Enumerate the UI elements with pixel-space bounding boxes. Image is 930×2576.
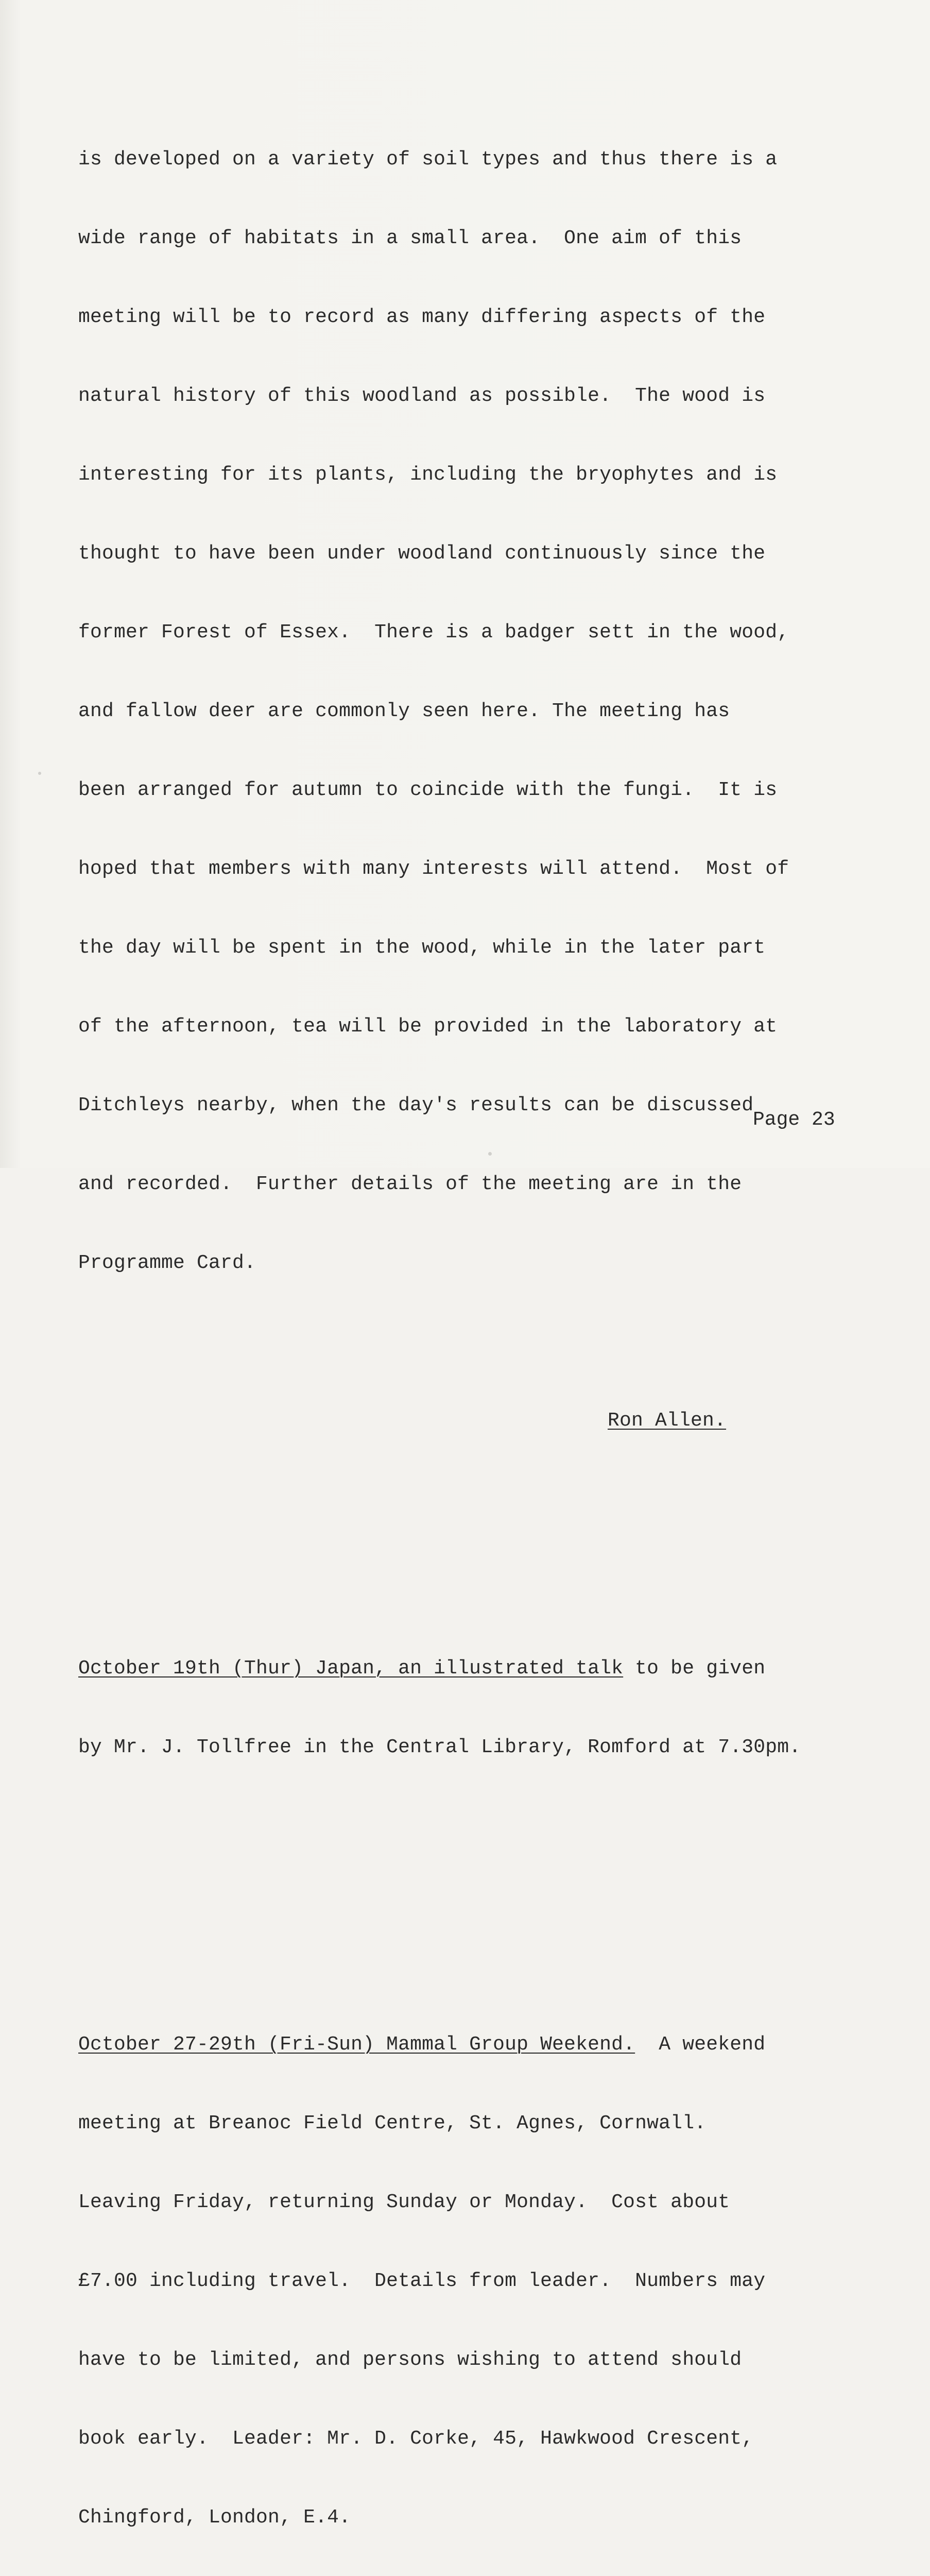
text-line: Ditchleys nearby, when the day's results can be discussed xyxy=(78,1094,754,1116)
event-lead-text: to be given xyxy=(623,1657,766,1680)
event-line: £7.00 including travel. Details from leader. Numbers may xyxy=(78,2270,766,2292)
document-body xyxy=(78,41,892,2576)
event-heading: October 27-29th (Fri-Sun) Mammal Group Weekend. xyxy=(78,2033,635,2056)
text-line: meeting will be to record as many differing aspects of the xyxy=(78,306,766,328)
event-entry xyxy=(78,1603,892,1813)
intro-paragraph xyxy=(78,94,892,1329)
signature-text: Ron Allen. xyxy=(608,1410,727,1432)
event-line: Chingford, London, E.4. xyxy=(78,2506,351,2529)
text-line: and recorded. Further details of the meeting are in the xyxy=(78,1173,742,1195)
text-line: interesting for its plants, including the bryophytes and is xyxy=(78,464,778,486)
text-line: hoped that members with many interests will attend. Most of xyxy=(78,858,789,880)
page-number: Page 23 xyxy=(753,1109,835,1131)
event-line: by Mr. J. Tollfree in the Central Library, Romford at 7.30pm. xyxy=(78,1736,801,1758)
event-lead-line xyxy=(78,2031,892,2058)
text-line: wide range of habitats in a small area. One aim of this xyxy=(78,227,742,249)
text-line: been arranged for autumn to coincide with the fungi. It is xyxy=(78,779,778,801)
event-lead-line xyxy=(78,1655,892,1682)
text-line: of the afternoon, tea will be provided in the laboratory at xyxy=(78,1015,778,1038)
author-signature xyxy=(78,1408,892,1434)
text-line: the day will be spent in the wood, while in the later part xyxy=(78,937,766,959)
event-lead-text: A weekend xyxy=(635,2033,766,2056)
text-line: is developed on a variety of soil types and thus there is a xyxy=(78,148,778,171)
text-line: former Forest of Essex. There is a badger sett in the wood, xyxy=(78,621,789,643)
event-line: book early. Leader: Mr. D. Corke, 45, Hawkwood Crescent, xyxy=(78,2428,754,2450)
text-line: natural history of this woodland as possible. The wood is xyxy=(78,385,766,407)
text-line: thought to have been under woodland continuously since the xyxy=(78,543,766,565)
event-line: Leaving Friday, returning Sunday or Monday. Cost about xyxy=(78,2191,730,2213)
text-line: and fallow deer are commonly seen here. The meeting has xyxy=(78,700,730,722)
event-entry xyxy=(78,1979,892,2576)
page-blemish xyxy=(38,772,41,775)
event-line: have to be limited, and persons wishing to attend should xyxy=(78,2349,742,2371)
text-line: Programme Card. xyxy=(78,1252,256,1274)
event-line: meeting at Breanoc Field Centre, St. Agnes, Cornwall. xyxy=(78,2112,707,2134)
event-heading: October 19th (Thur) Japan, an illustrated talk xyxy=(78,1657,624,1680)
